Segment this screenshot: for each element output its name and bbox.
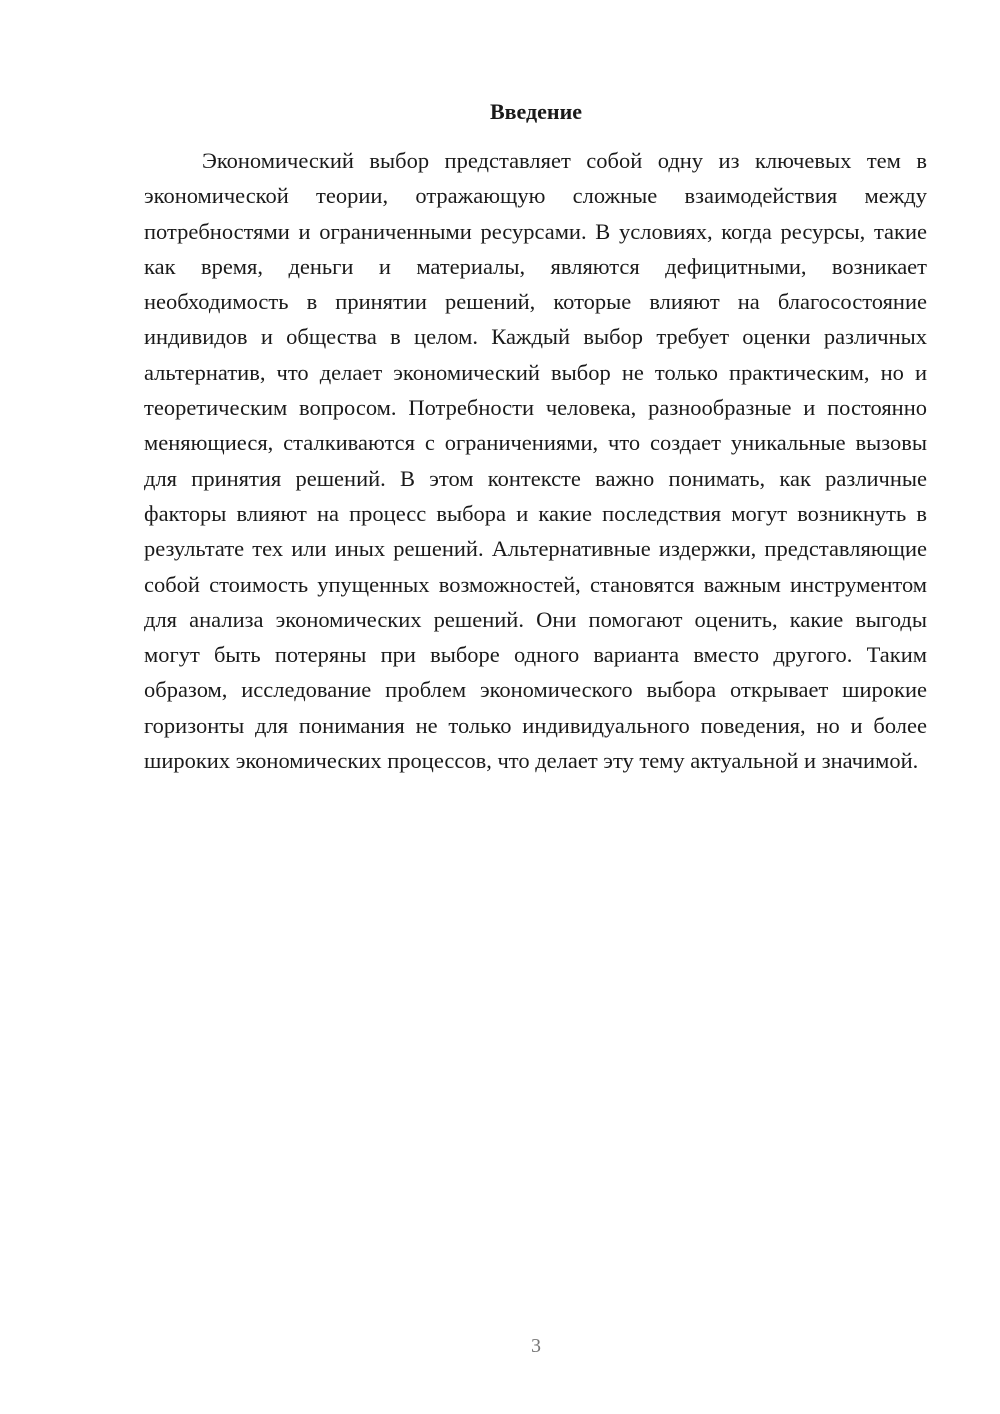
page-number: 3	[531, 1335, 541, 1357]
introduction-paragraph: Экономический выбор представляет собой одну из ключевых тем в экономической теории, отражающую сложные взаимодействия между потребностями и ограниченными ресурсами. В условиях, когда ресурсы, такие как время, деньги и материалы, являются дефицитными, возникает необходимость в принятии решений, которые влияют на благосостояние индивидов и общества в целом. Каждый выбор требует оценки различных альтернатив, что делает экономический выбор не только практическим, но и теоретическим вопросом. Потребности человека, разнообразные и постоянно меняющиеся, сталкиваются с ограничениями, что создает уникальные вызовы для принятия решений. В этом контексте важно понимать, как различные факторы влияют на процесс выбора и какие последствия могут возникнуть в результате тех или иных решений. Альтернативные издержки, представляющие собой стоимость упущенных возможностей, становятся важным инструментом для анализа экономических решений. Они помогают оценить, какие выгоды могут быть потеряны при выборе одного варианта вместо другого. Таким образом, исследование проблем экономического выбора открывает широкие горизонты для понимания не только индивидуального поведения, но и более широких экономических процессов, что делает эту тему актуальной и значимой.	[144, 148, 927, 774]
section-heading: Введение	[489, 99, 583, 124]
